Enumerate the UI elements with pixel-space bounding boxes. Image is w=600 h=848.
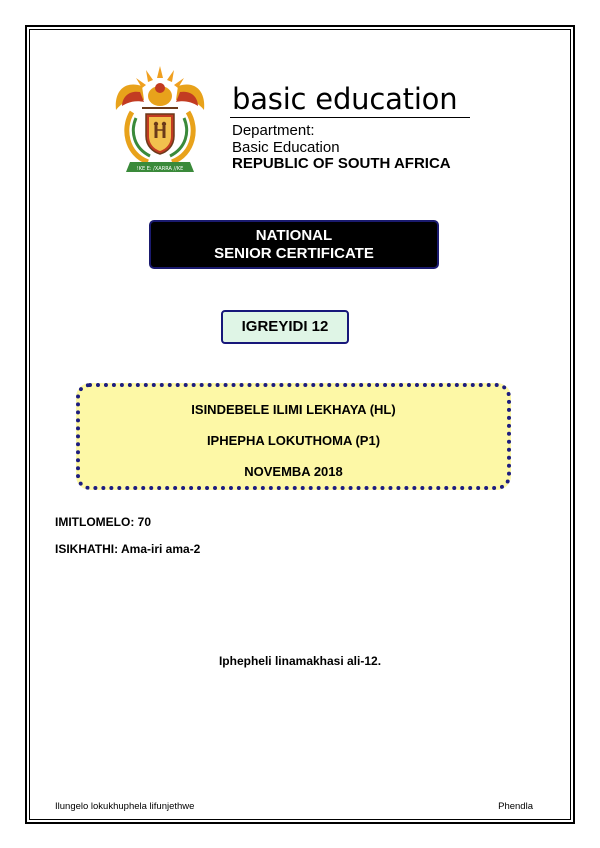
time-info: ISIKHATHI: Ama-iri ama-2 <box>55 542 201 556</box>
subject-session: NOVEMBA 2018 <box>244 464 343 479</box>
turn-over-label: Phendla <box>498 801 533 812</box>
marks-info: IMITLOMELO: 70 <box>55 515 151 529</box>
copyright-notice: Ilungelo lokukhuphela lifunjethwe <box>55 801 195 812</box>
country-name: REPUBLIC OF SOUTH AFRICA <box>232 155 451 172</box>
brand-title: basic education <box>232 82 458 116</box>
subject-panel <box>76 383 511 490</box>
subject-language: ISINDEBELE ILIMI LEKHAYA (HL) <box>191 402 396 417</box>
logo-motto: !KE E: /XARRA //KE <box>136 166 184 172</box>
subject-paper: IPHEPHA LOKUTHOMA (P1) <box>206 433 381 448</box>
certificate-line-1: NATIONAL <box>255 226 333 244</box>
department-name: Basic Education <box>232 139 340 156</box>
page-count-note: Iphepheli linamakhasi ali-12. <box>218 654 382 668</box>
brand-divider <box>230 117 470 118</box>
south-africa-coat-of-arms-icon <box>112 62 208 180</box>
certificate-banner <box>149 220 439 269</box>
department-label: Department: <box>232 122 315 139</box>
coat-of-arms-logo <box>112 62 208 180</box>
grade-badge: IGREYIDI 12 <box>221 310 349 344</box>
certificate-line-2: SENIOR CERTIFICATE <box>214 244 374 262</box>
